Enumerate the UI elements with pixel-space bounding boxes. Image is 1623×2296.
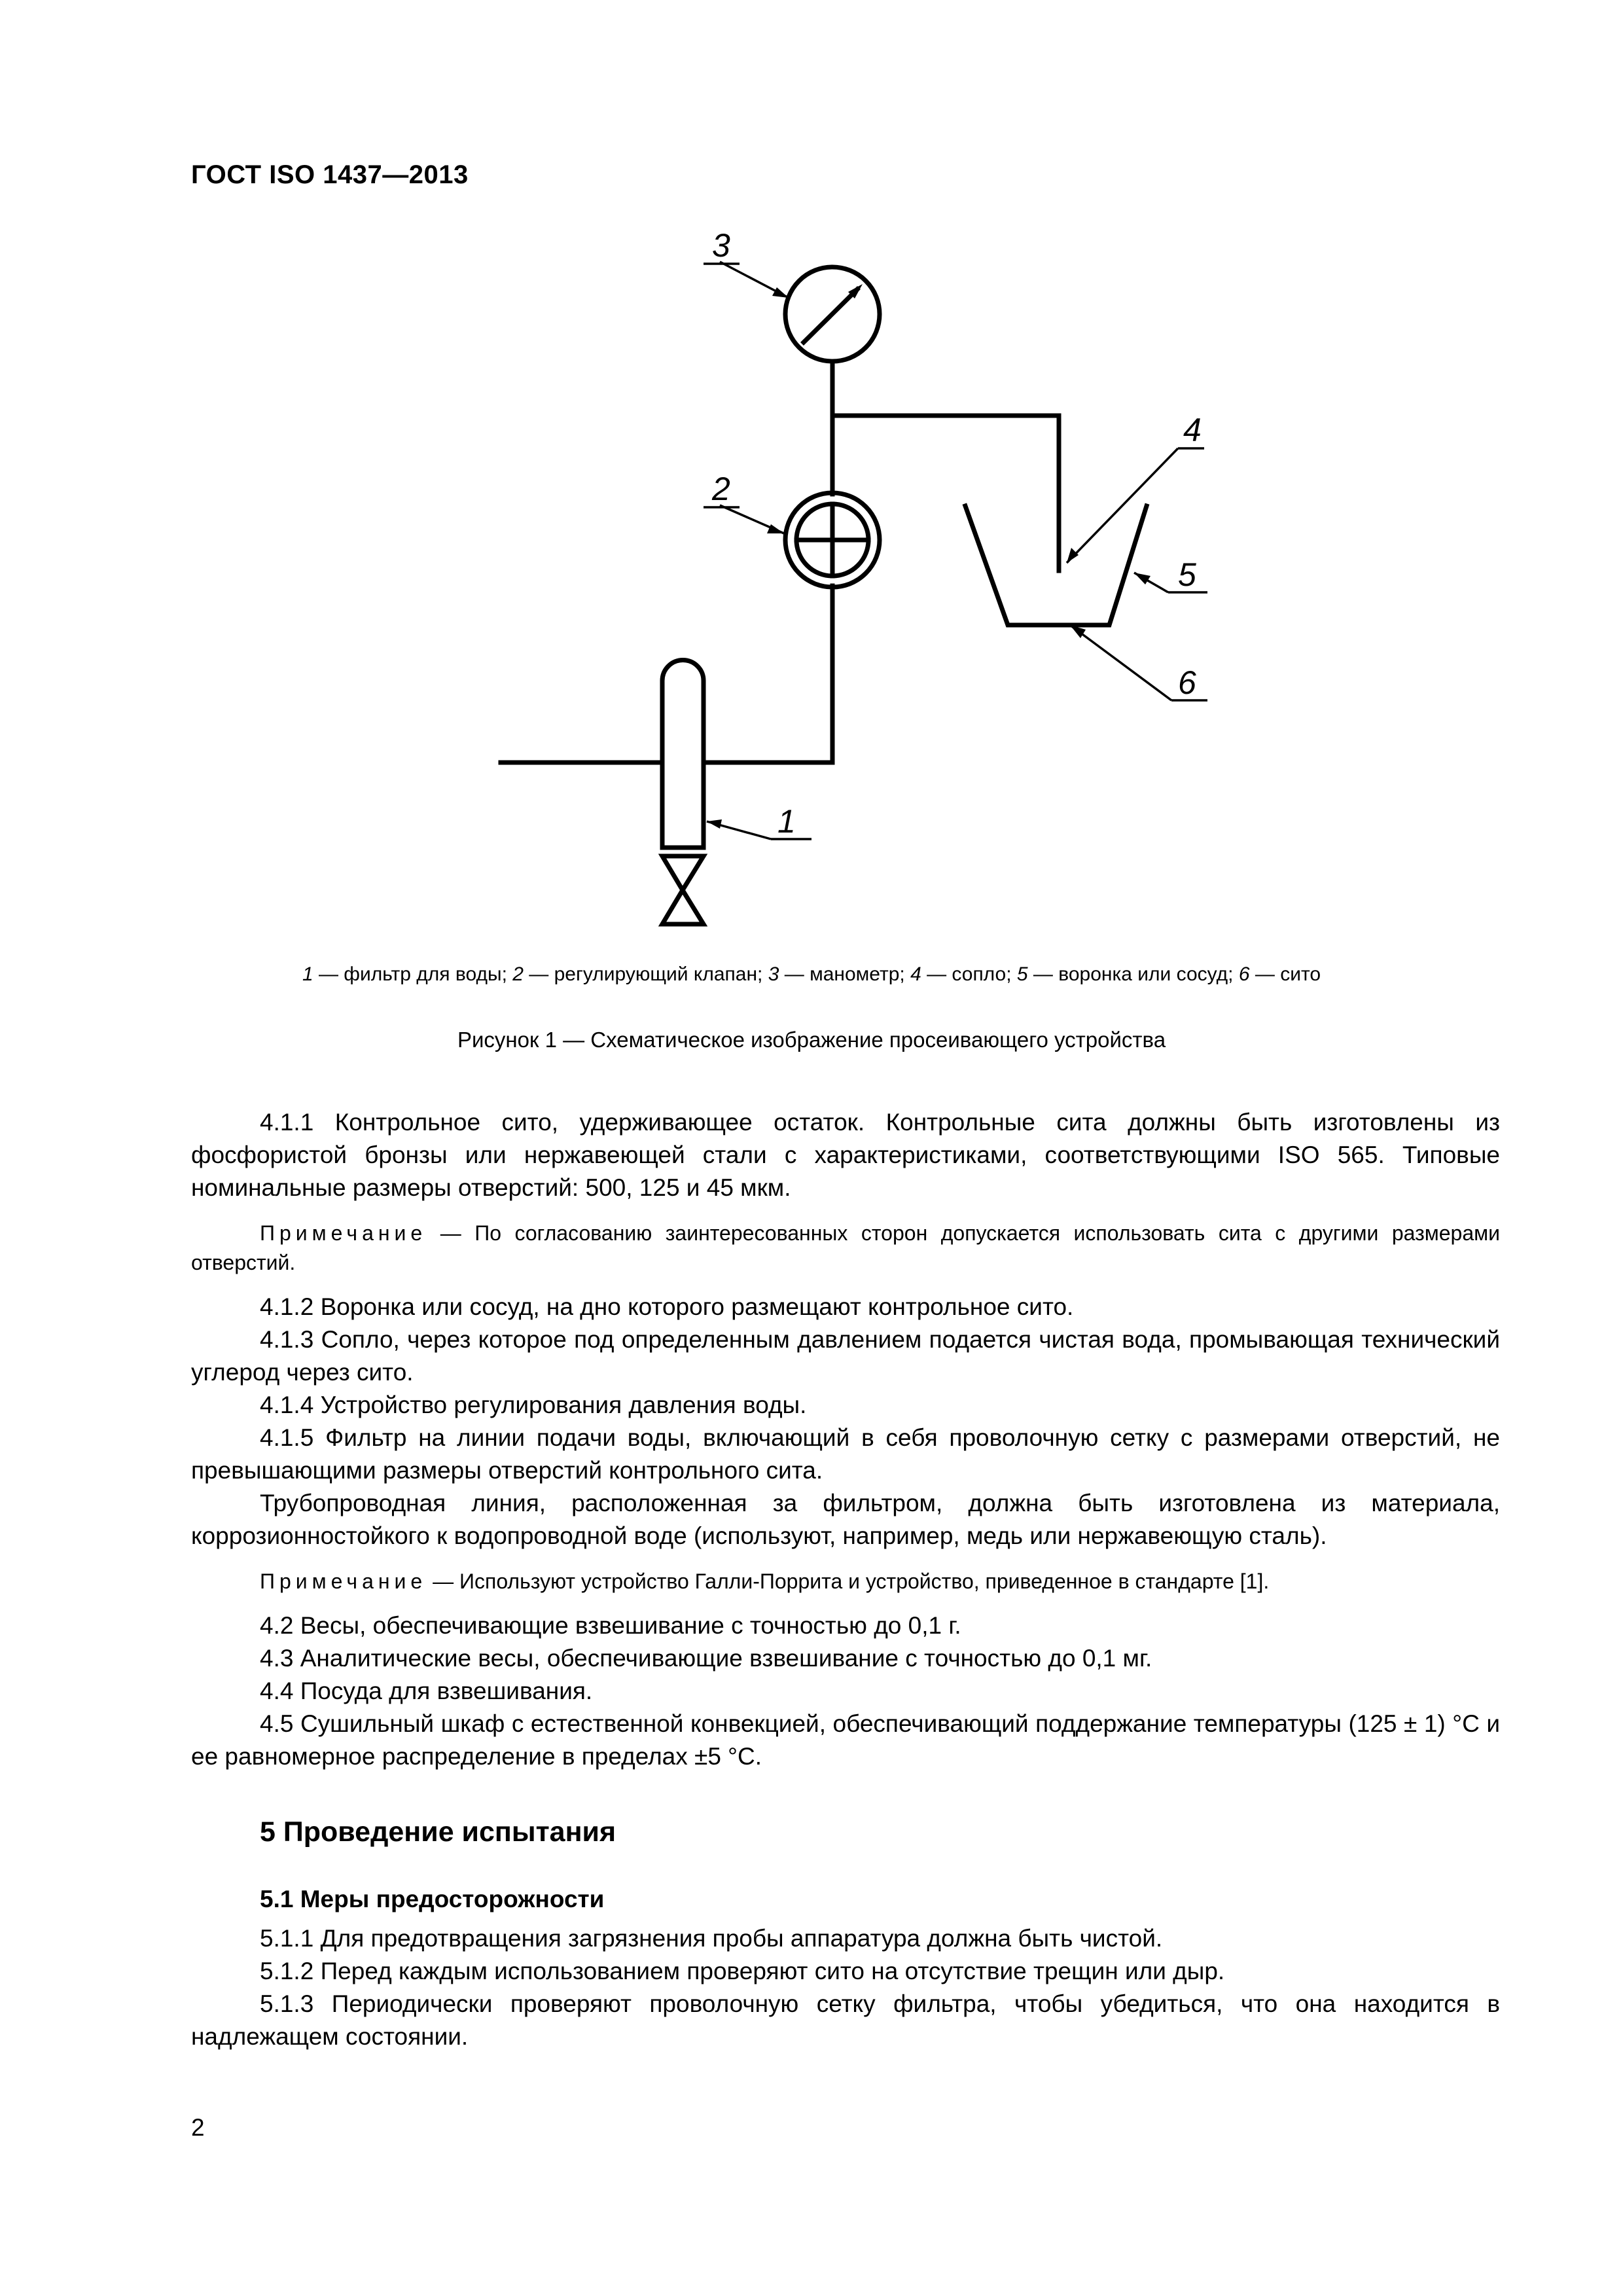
paragraph-4-1-2: 4.1.2 Воронка или сосуд, на дно которого размещают контрольное сито. <box>260 1293 1074 1320</box>
note-1 <box>191 1219 1500 1278</box>
sieving-apparatus-diagram <box>0 0 1623 956</box>
document-header: ГОСТ ISO 1437—2013 <box>191 160 469 189</box>
figure-title: Рисунок 1 — Схематическое изображение просеивающего устройства <box>457 1028 1166 1052</box>
paragraph-pipeline: Трубопроводная линия, расположенная за фильтром, должна быть изготовлена из материала, коррозионностойкого к водопроводной воде (используют, например, медь или нержавеющую сталь). <box>191 1490 1500 1549</box>
callout-4: 4 <box>1183 412 1202 448</box>
paragraph-4-3: 4.3 Аналитические весы, обеспечивающие взвешивание с точностью до 0,1 мг. <box>260 1645 1152 1672</box>
legend-text-5: — воронка или сосуд; <box>1027 963 1239 985</box>
paragraph-4-1-1: 4.1.1 Контрольное сито, удерживающее остаток. Контрольные сита должны быть изготовлены из фосфористой бронзы или нержавеющей стали с характеристиками, соответствующими ISO 565. Типовые номинальные размеры отверстий: 500, 125 и 45 мкм. <box>191 1109 1500 1201</box>
legend-num-3: 3 <box>768 963 779 985</box>
drain-valve <box>662 856 704 890</box>
note-label: Примечание <box>260 1570 427 1593</box>
note-1-text: — По согласованию заинтересованных сторон допускается использовать сита с другими размерами отверстий. <box>191 1221 1500 1274</box>
legend-num-1: 1 <box>302 963 313 985</box>
section-heading-5: 5 Проведение испытания <box>260 1816 616 1848</box>
callout-1: 1 <box>777 803 796 840</box>
legend-num-5: 5 <box>1016 963 1028 985</box>
paragraph-4-2: 4.2 Весы, обеспечивающие взвешивание с точностью до 0,1 г. <box>260 1612 961 1639</box>
note-label: Примечание <box>260 1221 427 1245</box>
legend-text-3: — манометр; <box>779 963 911 985</box>
paragraph-4-1-4: 4.1.4 Устройство регулирования давления воды. <box>260 1391 807 1418</box>
legend-num-4: 4 <box>910 963 921 985</box>
figure-legend <box>0 963 1623 986</box>
legend-text-4: — сопло; <box>921 963 1017 985</box>
note-2 <box>191 1567 1500 1596</box>
paragraph-4-4: 4.4 Посуда для взвешивания. <box>260 1677 593 1704</box>
legend-text-1: — фильтр для воды; <box>313 963 513 985</box>
callout-3: 3 <box>712 227 730 264</box>
paragraph-5-1-1: 5.1.1 Для предотвращения загрязнения пробы аппаратура должна быть чистой. <box>260 1925 1163 1952</box>
callout-5: 5 <box>1178 556 1196 593</box>
legend-num-2: 2 <box>512 963 524 985</box>
paragraph-5-1-3: 5.1.3 Периодически проверяют проволочную сетку фильтра, чтобы убедиться, что она находится в надлежащем состоянии. <box>191 1990 1500 2050</box>
legend-text-6: — сито <box>1249 963 1321 985</box>
paragraph-4-1-3: 4.1.3 Сопло, через которое под определенным давлением подается чистая вода, промывающая технический углерод через сито. <box>191 1326 1500 1386</box>
paragraph-4-5: 4.5 Сушильный шкаф с естественной конвекцией, обеспечивающий поддержание температуры (125 ± 1) °С и ее равномерное распределение в пределах ±5 °С. <box>191 1710 1500 1770</box>
page-number: 2 <box>191 2114 205 2141</box>
note-2-text: — Используют устройство Галли-Поррита и устройство, приведенное в стандарте [1]. <box>427 1570 1270 1593</box>
funnel <box>965 506 1147 625</box>
paragraph-4-1-5: 4.1.5 Фильтр на линии подачи воды, включающий в себя проволочную сетку с размерами отверстий, не превышающими размеры отверстий контрольного сита. <box>191 1424 1500 1484</box>
legend-text-2: — регулирующий клапан; <box>523 963 768 985</box>
water-filter <box>662 660 704 848</box>
legend-num-6: 6 <box>1238 963 1250 985</box>
body-text <box>191 1106 1500 2053</box>
callout-6: 6 <box>1178 664 1196 701</box>
subsection-heading-5-1: 5.1 Меры предосторожности <box>260 1886 605 1912</box>
callout-2: 2 <box>712 471 730 507</box>
paragraph-5-1-2: 5.1.2 Перед каждым использованием проверяют сито на отсутствие трещин или дыр. <box>260 1958 1225 1984</box>
